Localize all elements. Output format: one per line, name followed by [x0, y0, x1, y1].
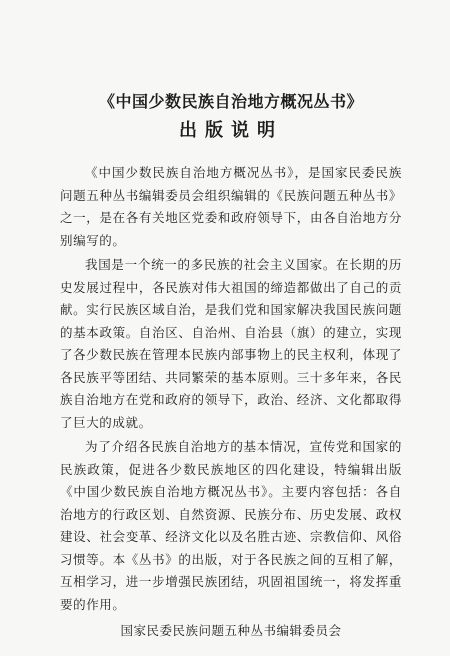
paragraph-1: 《中国少数民族自治地方概况丛书》，是国家民委民族问题五种丛书编辑委员会组织编辑的《民族问题五种丛书》之一，是在各有关地区党委和政府领导下，由各自治地方分别编写的。	[60, 165, 402, 248]
page-title: 出版说明	[179, 120, 283, 141]
paragraph-3: 为了介绍各民族自治地方的基本情况，宣传党和国家的民族政策，促进各少数民族地区的四化建设，特编辑出版《中国少数民族自治地方概况丛书》。主要内容包括：各自治地方的行政区划、自然资源、民族分布、历史发展、政权建设、社会变革、经济文化以及名胜古迹、宗教信仰、风俗习惯等。本《丛书》的出版，对于各民族之间的互相了解，互相学习，进一步增强民族团结，巩固祖国统一，将发挥重要的作用。	[60, 439, 402, 612]
signature: 国家民委民族问题五种丛书编辑委员会	[120, 623, 342, 638]
paragraph-2: 我国是一个统一的多民族的社会主义国家。在长期的历史发展过程中，各民族对伟大祖国的缔造都做出了自己的贡献。实行民族区域自治，是我们党和国家解决我国民族问题的基本政策。自治区、自治州、自治县（旗）的建立，实现了各少数民族在管理本民族内部事物上的民主权利，体现了各民族平等团结、共同繁荣的基本原则。三十多年来，各民族自治地方在党和政府的领导下，政治、经济、文化都取得了巨大的成就。	[60, 257, 402, 430]
series-title: 《中国少数民族自治地方概况丛书》	[98, 92, 363, 111]
